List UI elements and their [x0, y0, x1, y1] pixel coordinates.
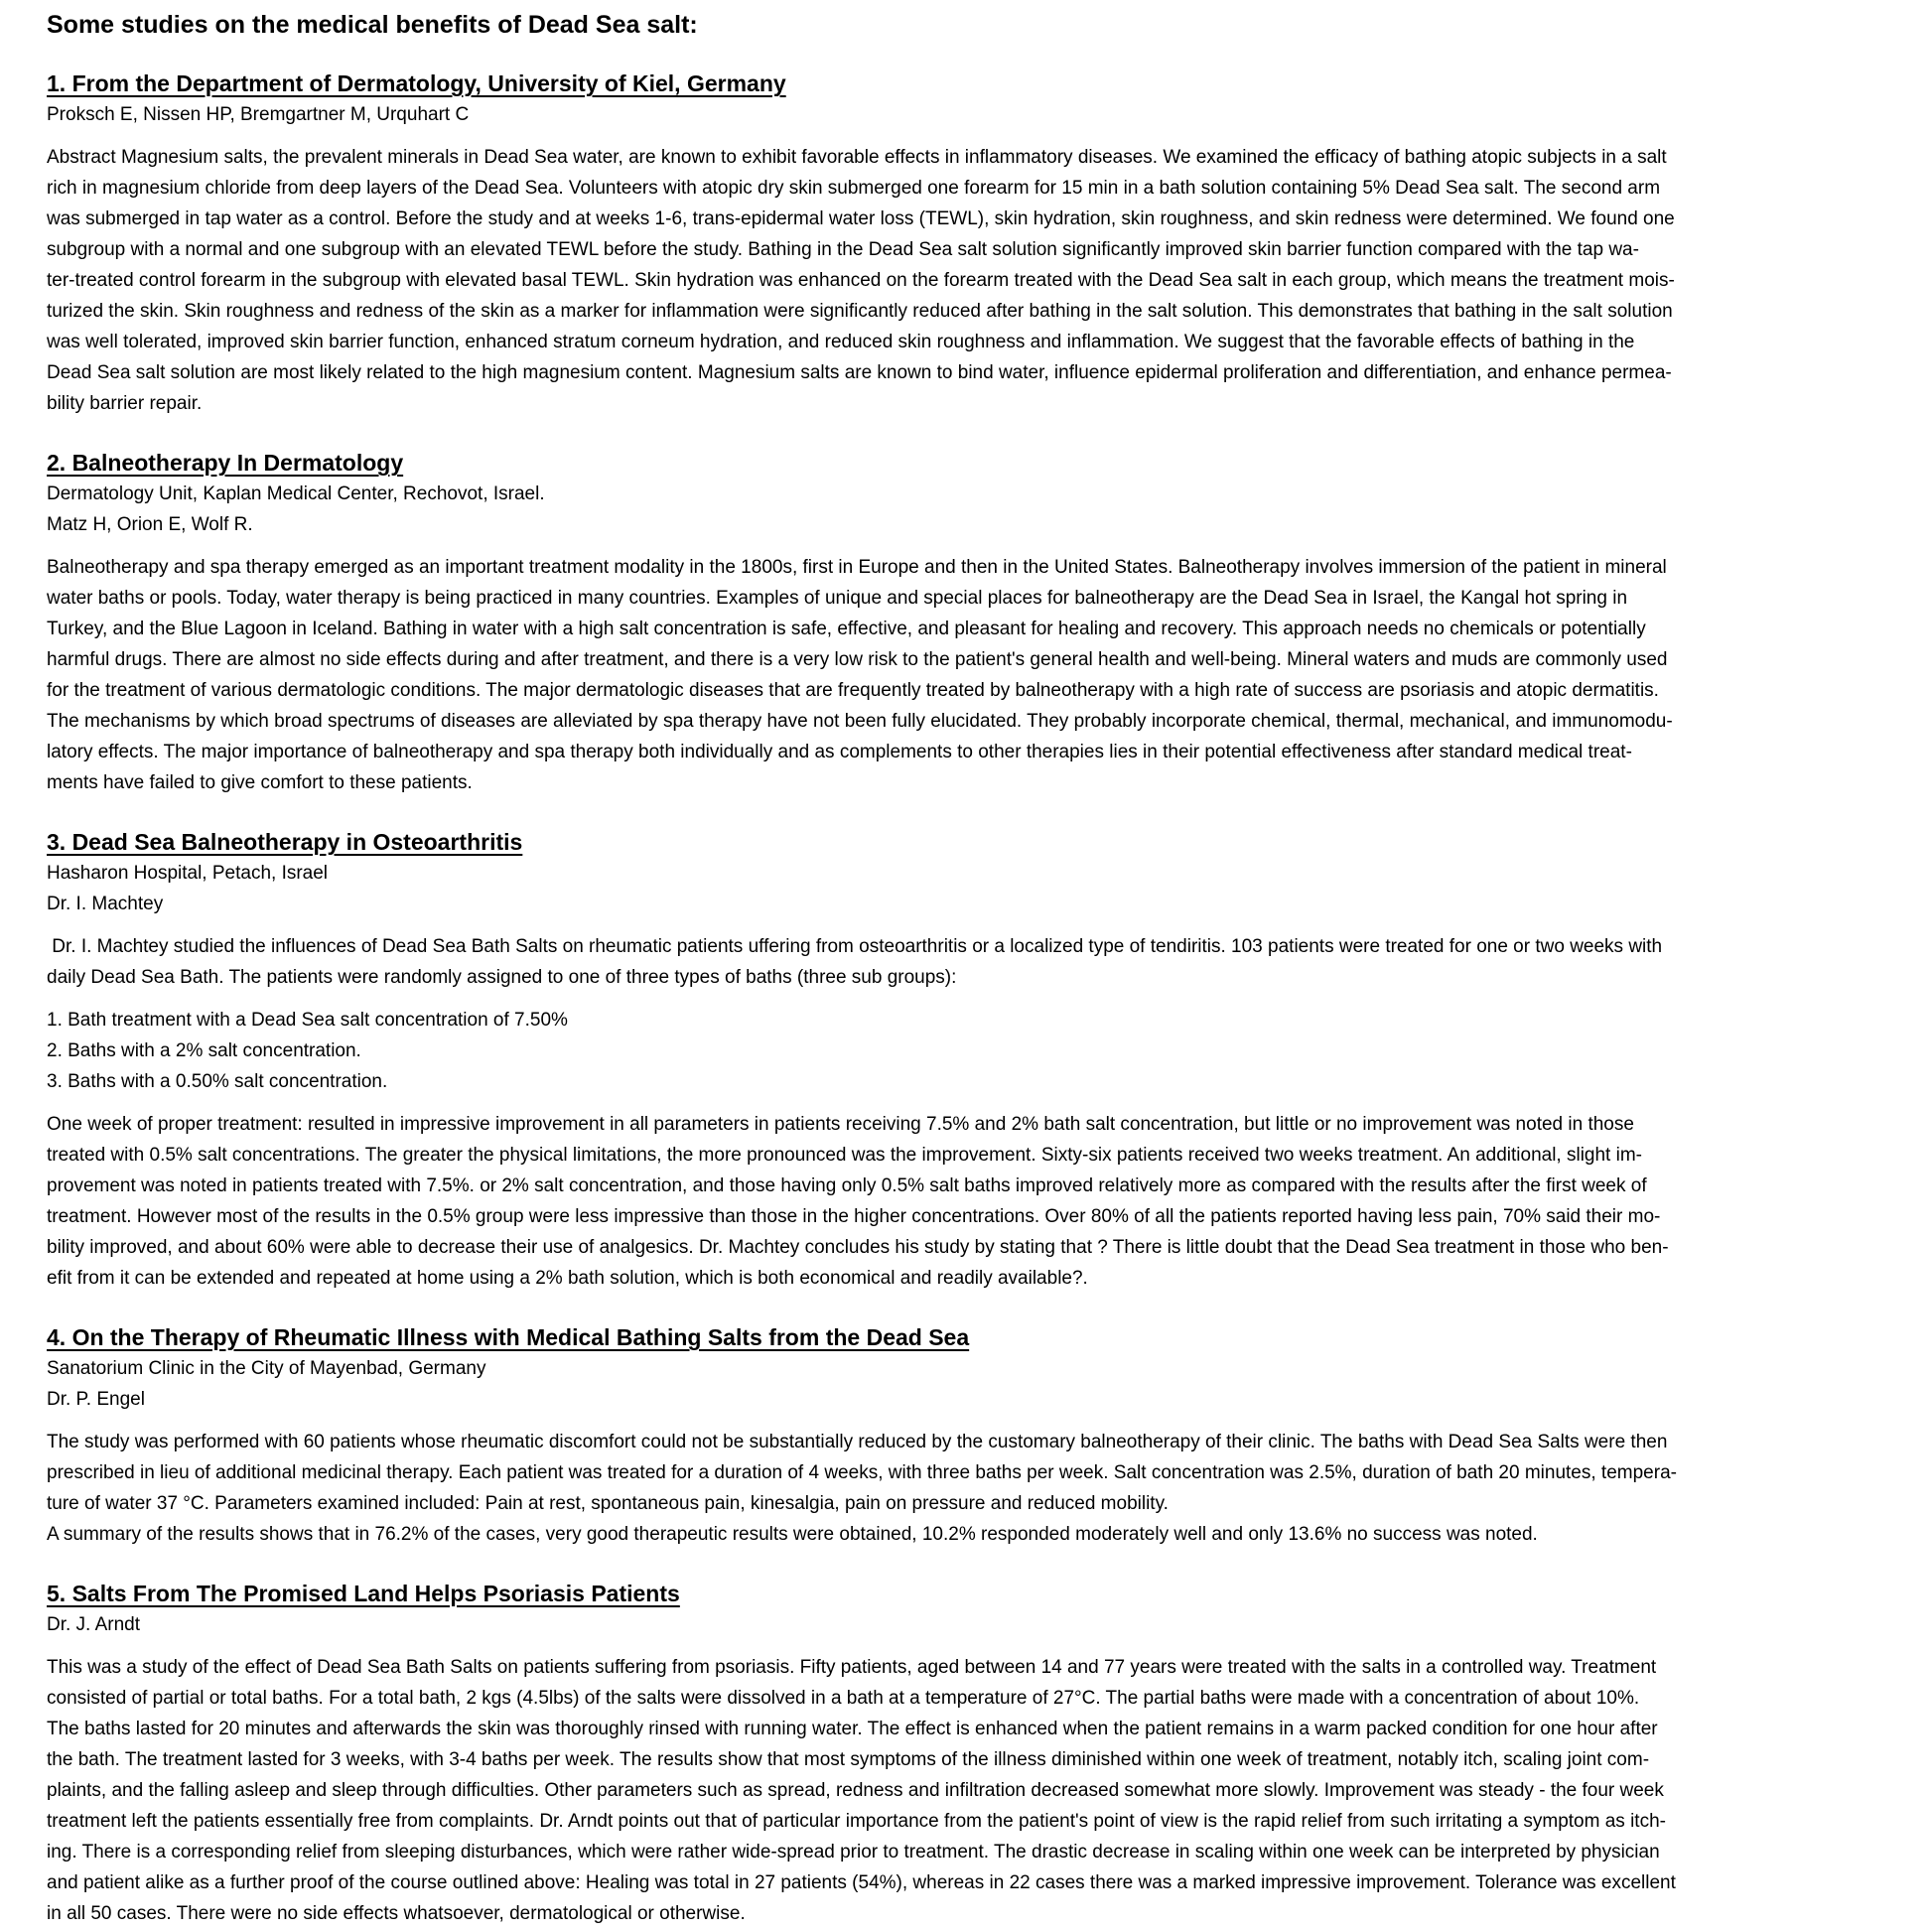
section-3-numbered-list	[47, 1005, 1902, 1097]
section-3-affiliation: Hasharon Hospital, Petach, Israel	[47, 863, 329, 884]
section-1-authors: Proksch E, Nissen HP, Bremgartner M, Urquhart C	[47, 104, 470, 125]
text-line: Balneotherapy and spa therapy emerged as an important treatment modality in the 1800s, first in Europe and then in the United States. Balneotherapy involves immersion of the patient in mineral	[47, 557, 1667, 578]
text-line: plaints, and the falling asleep and sleep through difficulties. Other parameters such as spread, redness and infiltration decreased somewhat more slowly. Improvement was steady - the four week	[47, 1780, 1664, 1801]
text-line: ing. There is a corresponding relief from sleeping disturbances, which were rather wide-spread prior to treatment. The drastic decrease in scaling within one week can be interpreted by physician	[47, 1842, 1660, 1863]
text-line: This was a study of the effect of Dead Sea Bath Salts on patients suffering from psoriasis. Fifty patients, aged between 14 and 77 years were treated with the salts in a controlled way. Treatment	[47, 1657, 1657, 1678]
text-line: was well tolerated, improved skin barrier function, enhanced stratum corneum hydration, and reduced skin roughness and inflammation. We suggest that the favorable effects of bathing in the	[47, 332, 1635, 352]
text-line: 2. Baths with a 2% salt concentration.	[47, 1040, 361, 1061]
text-line: the bath. The treatment lasted for 3 weeks, with 3-4 baths per week. The results show that most symptoms of the illness diminished within one week of treatment, notably itch, scaling joint com-	[47, 1749, 1650, 1770]
section-1-meta	[47, 99, 1902, 130]
section-3-intro-paragraph	[47, 931, 1902, 993]
text-line: treated with 0.5% salt concentrations. The greater the physical limitations, the more pronounced was the improvement. Sixty-six patients received two weeks treatment. An additional, slight im-	[47, 1145, 1642, 1166]
text-line: latory effects. The major importance of balneotherapy and spa therapy both individually and as complements to other therapies lies in their potential effectiveness after standard medical treat-	[47, 742, 1632, 762]
text-line: was submerged in tap water as a control. Before the study and at weeks 1-6, trans-epidermal water loss (TEWL), skin hydration, skin roughness, and skin redness were determined. We found one	[47, 208, 1675, 229]
section-4-rheumatic-illness	[47, 1323, 1902, 1550]
text-line: Abstract Magnesium salts, the prevalent minerals in Dead Sea water, are known to exhibit favorable effects in inflammatory diseases. We examined the efficacy of bathing atopic subjects in a salt	[47, 147, 1667, 168]
text-line: The study was performed with 60 patients whose rheumatic discomfort could not be substantially reduced by the customary balneotherapy of their clinic. The baths with Dead Sea Salts were then	[47, 1432, 1668, 1452]
section-3-results-paragraph	[47, 1109, 1902, 1294]
section-5-psoriasis	[47, 1580, 1902, 1929]
section-4-meta	[47, 1353, 1902, 1415]
section-5-heading: 5. Salts From The Promised Land Helps Psoriasis Patients	[47, 1581, 680, 1606]
text-line: efit from it can be extended and repeated at home using a 2% bath solution, which is both economical and readily available?.	[47, 1268, 1088, 1289]
text-line: daily Dead Sea Bath. The patients were randomly assigned to one of three types of baths (three sub groups):	[47, 967, 957, 988]
text-line: treatment. However most of the results in the 0.5% group were less impressive than those in the higher concentrations. Over 80% of all the patients reported having less pain, 70% said their mo-	[47, 1206, 1661, 1227]
text-line: provement was noted in patients treated with 7.5%. or 2% salt concentration, and those having only 0.5% salt baths improved relatively more as compared with the results after the first week of	[47, 1175, 1647, 1196]
text-line: 1. Bath treatment with a Dead Sea salt concentration of 7.50%	[47, 1010, 568, 1031]
text-line: rich in magnesium chloride from deep layers of the Dead Sea. Volunteers with atopic dry skin submerged one forearm for 15 min in a bath solution containing 5% Dead Sea salt. The second arm	[47, 178, 1661, 199]
page-title: Some studies on the medical benefits of Dead Sea salt:	[47, 11, 698, 39]
text-line: Turkey, and the Blue Lagoon in Iceland. Bathing in water with a high salt concentration is safe, effective, and pleasant for healing and recovery. This approach needs no chemicals or potentially	[47, 619, 1646, 639]
text-line: treatment left the patients essentially free from complaints. Dr. Arndt points out that of particular importance from the patient's point of view is the rapid relief from such irritating a symptom as itch-	[47, 1811, 1666, 1832]
section-4-heading: 4. On the Therapy of Rheumatic Illness with Medical Bathing Salts from the Dead Sea	[47, 1324, 970, 1350]
section-4-affiliation: Sanatorium Clinic in the City of Mayenbad, Germany	[47, 1358, 486, 1379]
text-line: ter-treated control forearm in the subgroup with elevated basal TEWL. Skin hydration was enhanced on the forearm treated with the Dead Sea salt in each group, which means the treatment mois-	[47, 270, 1675, 291]
text-line: subgroup with a normal and one subgroup with an elevated TEWL before the study. Bathing in the Dead Sea salt solution significantly improved skin barrier function compared with the tap wa-	[47, 239, 1639, 260]
section-5-paragraph	[47, 1652, 1902, 1929]
text-line: prescribed in lieu of additional medicinal therapy. Each patient was treated for a duration of 4 weeks, with three baths per week. Salt concentration was 2.5%, duration of bath 20 minutes, tempera-	[47, 1462, 1677, 1483]
text-line: Dead Sea salt solution are most likely related to the high magnesium content. Magnesium salts are known to bind water, influence epidermal proliferation and differentiation, and enhance permea-	[47, 362, 1672, 383]
text-line: 3. Baths with a 0.50% salt concentration.	[47, 1071, 388, 1092]
text-line: turized the skin. Skin roughness and redness of the skin as a marker for inflammation were significantly reduced after bathing in the salt solution. This demonstrates that bathing in the salt solution	[47, 301, 1673, 322]
section-2-meta	[47, 479, 1902, 540]
text-line: in all 50 cases. There were no side effects whatsoever, dermatological or otherwise.	[47, 1903, 746, 1924]
text-line: and patient alike as a further proof of the course outlined above: Healing was total in 27 patients (54%), whereas in 22 cases there was a marked impressive improvement. Tolerance was excellent	[47, 1872, 1676, 1893]
text-line: for the treatment of various dermatologic conditions. The major dermatologic diseases that are frequently treated by balneotherapy with a high rate of success are psoriasis and atopic dermatitis.	[47, 680, 1659, 701]
text-line: bility improved, and about 60% were able to decrease their use of analgesics. Dr. Machtey concludes his study by stating that ? There is little doubt that the Dead Sea treatment in those who ben-	[47, 1237, 1669, 1258]
section-5-author: Dr. J. Arndt	[47, 1614, 140, 1635]
section-3-author: Dr. I. Machtey	[47, 894, 164, 914]
section-4-author: Dr. P. Engel	[47, 1389, 145, 1410]
text-line: One week of proper treatment: resulted in impressive improvement in all parameters in patients receiving 7.5% and 2% bath salt concentration, but little or no improvement was noted in those	[47, 1114, 1634, 1135]
text-line: ture of water 37 °C. Parameters examined included: Pain at rest, spontaneous pain, kinesalgia, pain on pressure and reduced mobility.	[47, 1493, 1169, 1514]
text-line: The baths lasted for 20 minutes and afterwards the skin was thoroughly rinsed with running water. The effect is enhanced when the patient remains in a warm packed condition for one hour after	[47, 1719, 1658, 1739]
section-5-meta	[47, 1609, 1902, 1640]
text-line: water baths or pools. Today, water therapy is being practiced in many countries. Examples of unique and special places for balneotherapy are the Dead Sea in Israel, the Kangal hot spring in	[47, 588, 1628, 609]
section-2-authors: Matz H, Orion E, Wolf R.	[47, 514, 253, 535]
section-3-heading: 3. Dead Sea Balneotherapy in Osteoarthritis	[47, 829, 523, 855]
text-line: A summary of the results shows that in 76.2% of the cases, very good therapeutic results were obtained, 10.2% responded moderately well and only 13.6% no success was noted.	[47, 1524, 1538, 1545]
text-line: bility barrier repair.	[47, 393, 203, 414]
section-3-meta	[47, 858, 1902, 919]
section-1-heading: 1. From the Department of Dermatology, University of Kiel, Germany	[47, 70, 786, 96]
text-line: Dr. I. Machtey studied the influences of Dead Sea Bath Salts on rheumatic patients uffering from osteoarthritis or a localized type of tendiritis. 103 patients were treated for one or two weeks with	[47, 936, 1663, 957]
text-line: harmful drugs. There are almost no side effects during and after treatment, and there is a very low risk to the patient's general health and well-being. Mineral waters and muds are commonly used	[47, 649, 1668, 670]
text-line: ments have failed to give comfort to these patients.	[47, 772, 473, 793]
text-line: The mechanisms by which broad spectrums of diseases are alleviated by spa therapy have not been fully elucidated. They probably incorporate chemical, thermal, mechanical, and immunomodu-	[47, 711, 1673, 732]
section-2-balneotherapy-dermatology	[47, 449, 1902, 798]
section-2-heading: 2. Balneotherapy In Dermatology	[47, 450, 404, 476]
section-1-dermatology-kiel	[47, 69, 1902, 419]
section-2-affiliation: Dermatology Unit, Kaplan Medical Center, Rechovot, Israel.	[47, 483, 545, 504]
section-3-osteoarthritis	[47, 828, 1902, 1294]
section-2-paragraph	[47, 552, 1902, 798]
section-4-paragraph	[47, 1427, 1902, 1550]
section-1-abstract-paragraph	[47, 142, 1902, 419]
text-line: consisted of partial or total baths. For a total bath, 2 kgs (4.5lbs) of the salts were dissolved in a bath at a temperature of 27°C. The partial baths were made with a concentration of about 10%.	[47, 1688, 1640, 1709]
